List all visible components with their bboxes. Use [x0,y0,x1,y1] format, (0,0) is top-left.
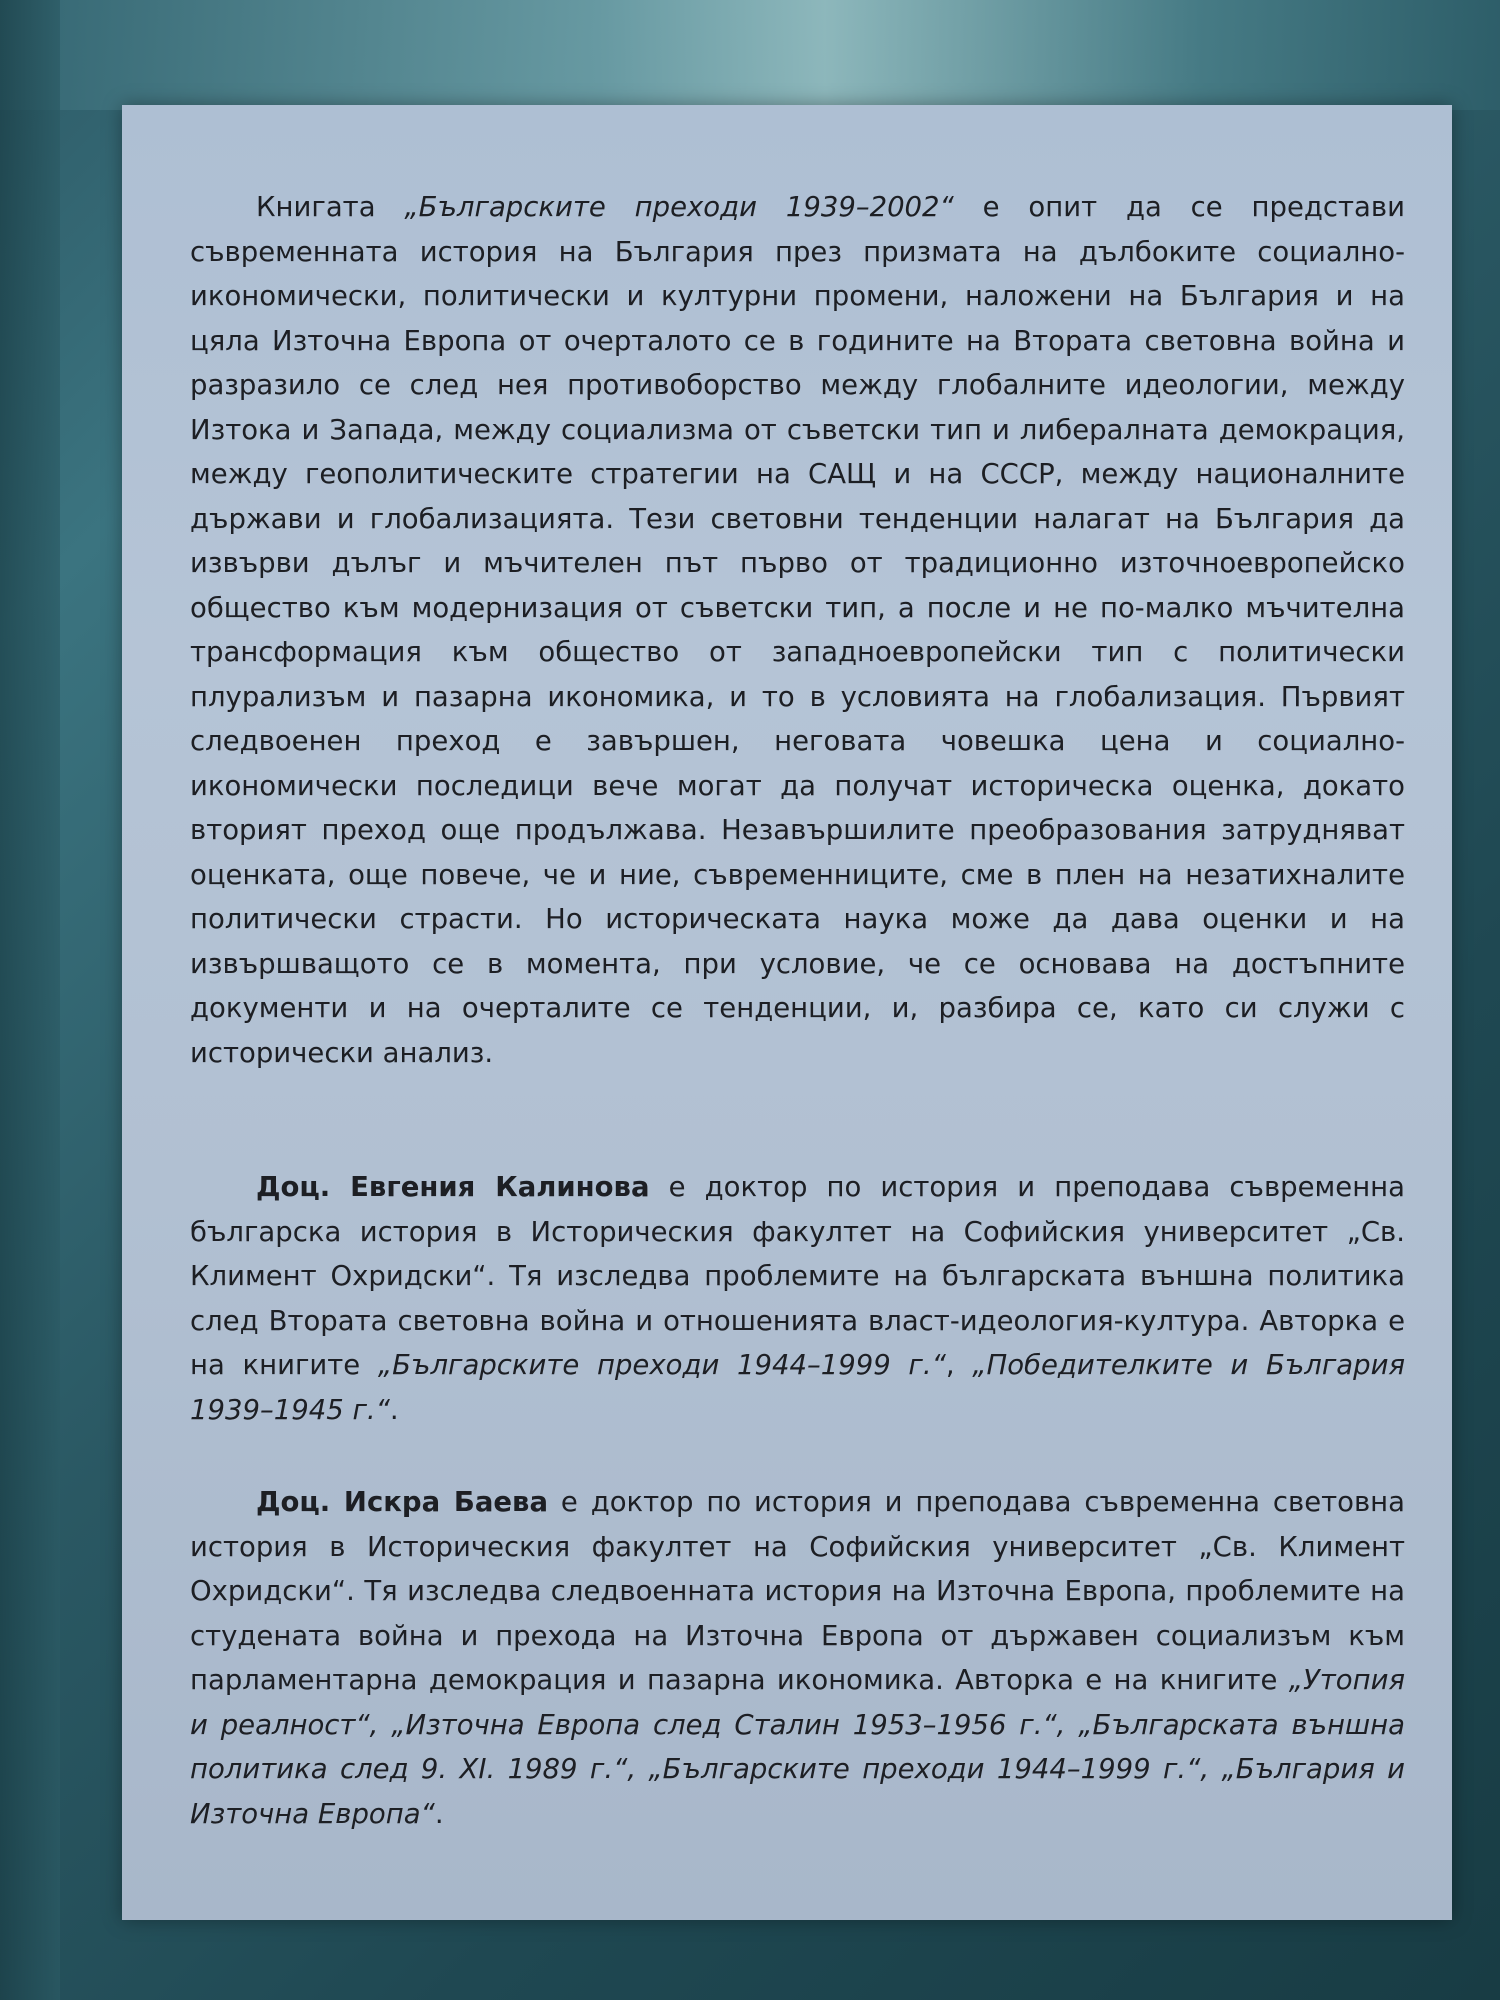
cover-background-edge [0,0,60,2000]
cover-background-top [0,0,1500,110]
bio-paragraph: Доц. Искра Баева е доктор по история и преподава съвременна световна история в Историческия факултет на Софийския университет „Св. Климент Охридски“. Тя изследва следвоенната история на Източна Европа, проблемите на студената война и прехода на Източна Европа от държавен социализъм към парламентарна демокрация и пазарна икономика. Авторка е на книгите „Утопия и реалност“, „Източна Европа след Сталин 1953–1956 г.“, „Българската външна политика след 9. XI. 1989 г.“, „Българските преходи 1944–1999 г.“, „България и Източна Европа“. [190,1486,1405,1830]
author-bio-kalinova [190,1165,1405,1432]
description-paragraph: Книгата „Българските преходи 1939–2002“ е опит да се представи съвременната история на България през призмата на дълбоките социално-икономически, политически и културни промени, наложени на България и на цяла Източна Европа от очерталото се в годините на Втората световна война и разразило се след нея противоборство между глобалните идеологии, между Изтока и Запада, между социализма от съветски тип и либералната демокрация, между геополитическите стратегии на САЩ и на СССР, между националните държави и глобализацията. Тези световни тенденции налагат на България да извърви дълъг и мъчителен път първо от традиционно източноевропейско общество към модернизация от съветски тип, а после и не по-малко мъчителна трансформация към общество от западноевропейски тип с политически плурализъм и пазарна икономика, и то в условията на глобализация. Първият следвоенен преход е завършен, неговата човешка цена и социално-икономически последици вече могат да получат историческа оценка, докато вторият преход още продължава. Незавършилите преобразования затрудняват оценката, още повече, че и ние, съвременниците, сме в плен на незатихналите политически страсти. Но историческата наука може да дава оценки и на извършващото се в момента, при условие, че се основава на достъпните документи и на очерталите се тенденции, и, разбира се, като си служи с исторически анализ. [190,191,1405,1069]
author-name: Доц. Евгения Калинова [256,1171,650,1203]
author-name: Доц. Искра Баева [256,1486,549,1518]
author-bio-baeva [190,1480,1405,1836]
bio-paragraph: Доц. Евгения Калинова е доктор по история и преподава съвременна българска история в Историческия факултет на Софийския университет „Св. Климент Охридски“. Тя изследва проблемите на българската външна политика след Втората световна война и отношенията власт-идеология-култура. Авторка е на книгите „Българските преходи 1944–1999 г.“, „Победителките и България 1939–1945 г.“. [190,1171,1406,1426]
book-title: „Българските преходи 1939–2002“ [404,191,954,223]
back-cover-text-panel [122,105,1452,1920]
book-description [190,185,1405,1075]
book-title: „Българските преходи 1944–1999 г.“ [377,1349,946,1381]
book-title: „Победителките и България 1939–1945 г.“ [190,1349,1405,1426]
book-titles: „Утопия и реалност“, „Източна Европа след Сталин 1953–1956 г.“, „Българската външна политика след 9. XI. 1989 г.“, „Българските преходи 1944–1999 г.“, „България и Източна Европа“ [190,1664,1405,1830]
